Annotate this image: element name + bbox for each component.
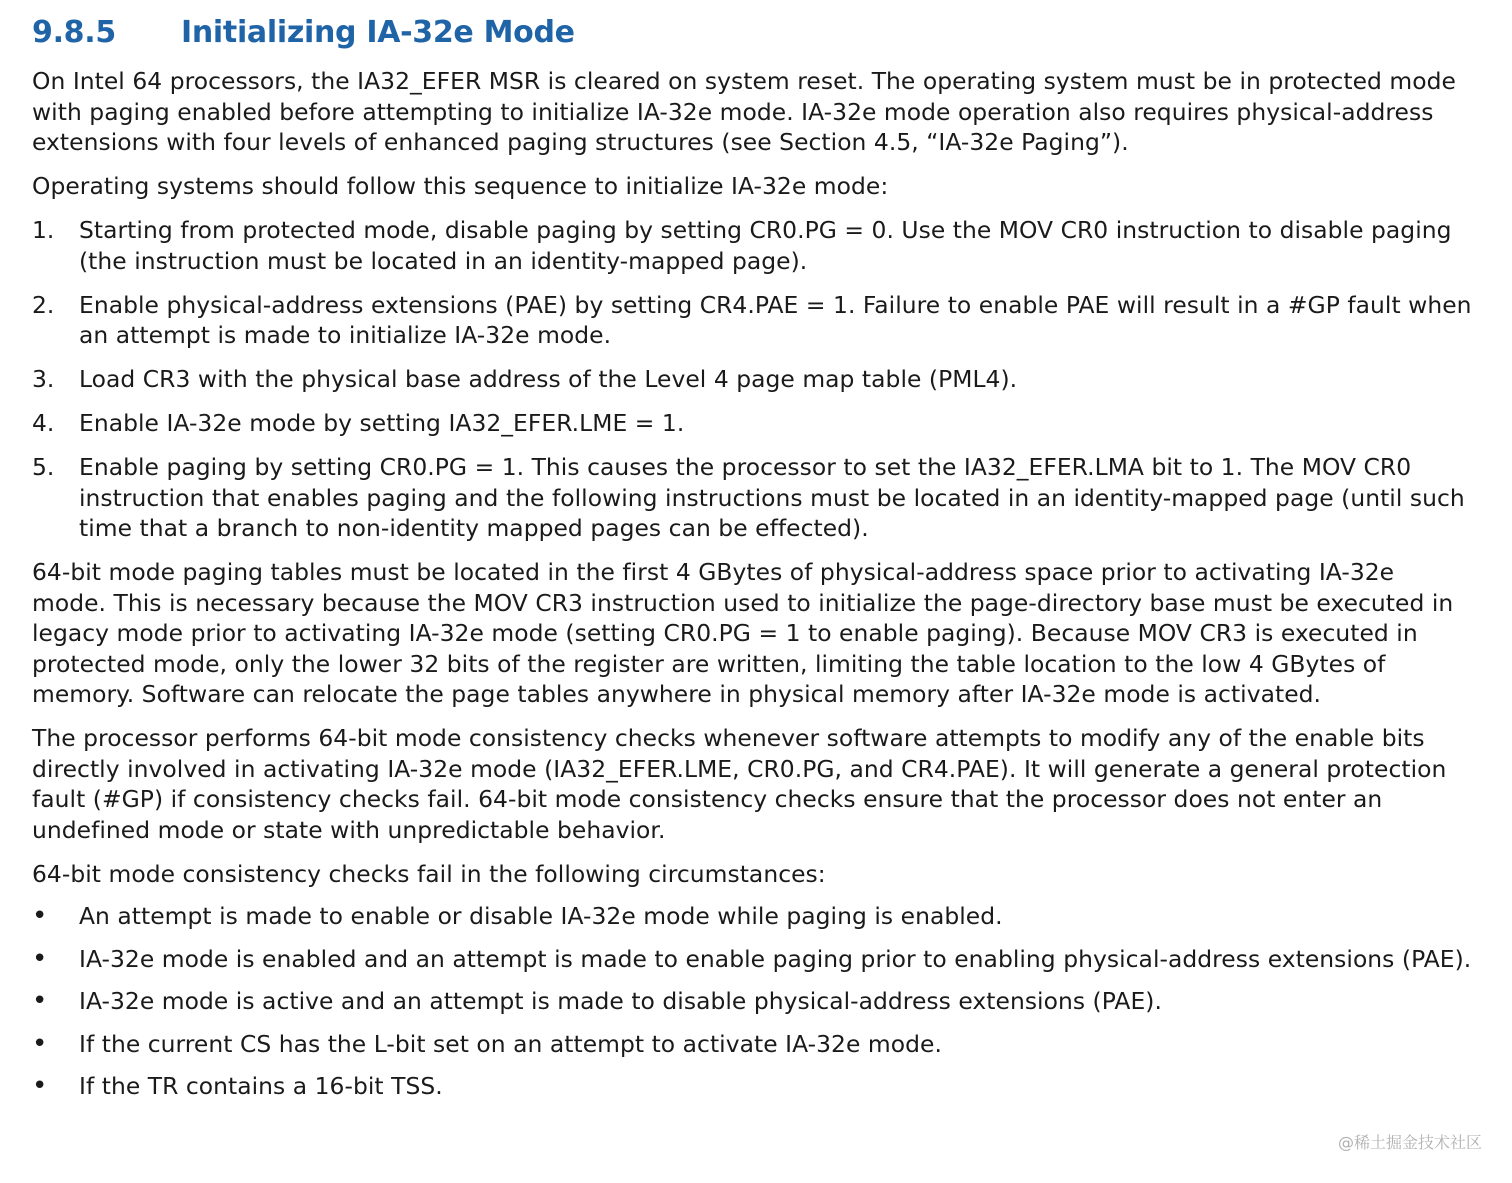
document-page (32, 0, 1472, 1102)
step-number: 2. (32, 290, 55, 319)
bullet-icon: • (32, 943, 48, 974)
list-item (32, 452, 1472, 544)
steps-list (32, 215, 1472, 544)
list-item (32, 408, 1472, 439)
list-item (32, 215, 1472, 276)
step-number: 1. (32, 216, 55, 244)
watermark: @稀土掘金技术社区 (1337, 1133, 1482, 1152)
step-number: 4. (32, 409, 55, 437)
bullet-icon: • (32, 1071, 48, 1101)
bullet-text: IA-32e mode is active and an attempt is made to disable physical-address extensions (PAE). (79, 987, 1162, 1015)
sequence-intro-paragraph: Operating systems should follow this sequence to initialize IA-32e mode: (32, 172, 889, 200)
step-number: 5. (32, 453, 55, 481)
bullet-icon: • (32, 1028, 48, 1059)
bullet-icon: • (32, 901, 48, 931)
section-heading (32, 0, 1472, 66)
bullet-icon: • (32, 986, 48, 1016)
list-item (32, 901, 1472, 932)
list-item (32, 1029, 1472, 1060)
step-text: Enable paging by setting CR0.PG = 1. This causes the processor to set the IA32_EFER.LMA bit to 1. The MOV CR0 instruction that enables paging and the following instructions must be located in an identity-mapped page (until such time that a branch to non-identity mapped pages can be effected). (79, 453, 1465, 542)
failure-conditions-list (32, 901, 1472, 1102)
list-item (32, 944, 1472, 975)
section-number: 9.8.5 (32, 15, 116, 50)
step-text: Enable physical-address extensions (PAE) by setting CR4.PAE = 1. Failure to enable PAE will result in a #GP fault when an attempt is made to initialize IA-32e mode. (79, 290, 1472, 349)
list-item (32, 290, 1472, 351)
step-text: Load CR3 with the physical base address of the Level 4 page map table (PML4). (79, 365, 1018, 393)
section-title: Initializing IA-32e Mode (181, 15, 575, 50)
bullet-text: If the TR contains a 16-bit TSS. (79, 1072, 443, 1100)
bullet-text: If the current CS has the L-bit set on an attempt to activate IA-32e mode. (79, 1029, 942, 1058)
page-tables-paragraph: 64-bit mode paging tables must be located in the first 4 GBytes of physical-address space prior to activating IA-32e mode. This is necessary because the MOV CR3 instruction used to initialize the page-directory base must be executed in legacy mode prior to activating IA-32e mode (setting CR0.PG = 1 to enable paging). Because MOV CR3 is executed in protected mode, only the lower 32 bits of the register are written, limiting the table location to the low 4 GBytes of memory. Software can relocate the page tables anywhere in physical memory after IA-32e mode is activated. (32, 558, 1454, 708)
intro-paragraph: On Intel 64 processors, the IA32_EFER MSR is cleared on system reset. The operating system must be in protected mode with paging enabled before attempting to initialize IA-32e mode. IA-32e mode operation also requires physical-address extensions with four levels of enhanced paging structures (see Section 4.5, “IA-32e Paging”). (32, 67, 1456, 156)
list-item (32, 364, 1472, 395)
list-item (32, 986, 1472, 1017)
consistency-checks-paragraph: The processor performs 64-bit mode consistency checks whenever software attempts to modify any of the enable bits directly involved in activating IA-32e mode (IA32_EFER.LME, CR0.PG, and CR4.PAE). It will generate a general protection fault (#GP) if consistency checks fail. 64-bit mode consistency checks ensure that the processor does not enter an undefined mode or state with unpredictable behavior. (32, 724, 1447, 844)
bullet-text: IA-32e mode is enabled and an attempt is made to enable paging prior to enabling physical-address extensions (PAE). (79, 944, 1472, 973)
failure-intro-paragraph: 64-bit mode consistency checks fail in the following circumstances: (32, 859, 826, 888)
bullet-text: An attempt is made to enable or disable IA-32e mode while paging is enabled. (79, 902, 1003, 930)
step-text: Starting from protected mode, disable paging by setting CR0.PG = 0. Use the MOV CR0 instruction to disable paging (the instruction must be located in an identity-mapped page). (79, 216, 1452, 275)
step-text: Enable IA-32e mode by setting IA32_EFER.LME = 1. (79, 409, 685, 437)
list-item (32, 1071, 1472, 1102)
step-number: 3. (32, 365, 55, 393)
